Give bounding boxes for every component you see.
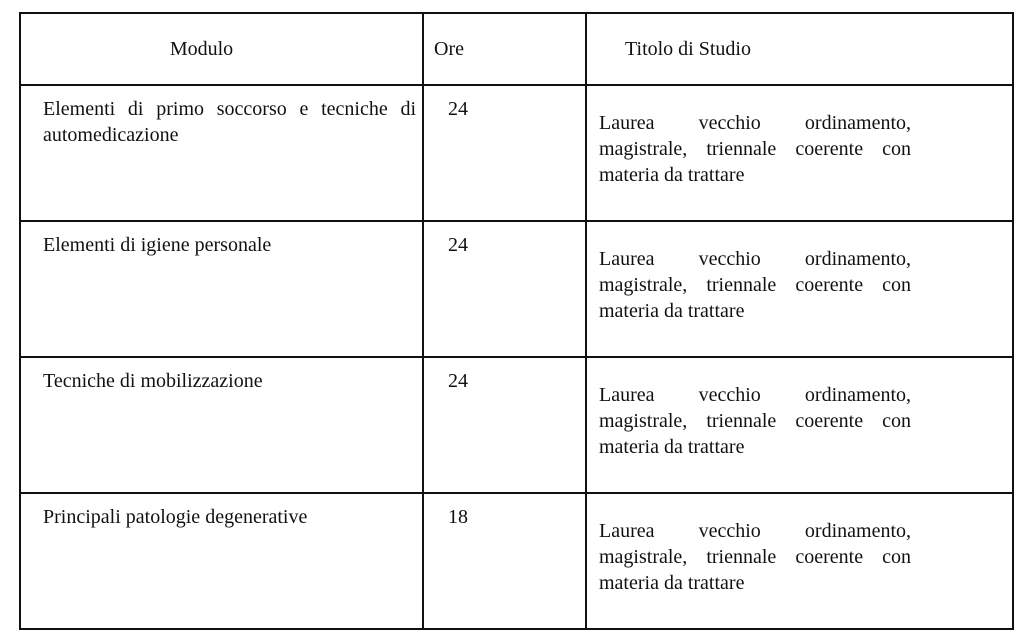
cell-ore: 24	[423, 221, 586, 357]
cell-ore: 18	[423, 493, 586, 629]
cell-titolo	[586, 221, 1013, 357]
titolo-text: Laurea vecchio ordinamento, magistrale, triennale coerente con materia da trattare	[599, 112, 911, 186]
cell-titolo	[586, 357, 1013, 493]
header-titolo: Titolo di Studio	[586, 13, 1013, 85]
table-row	[20, 221, 1013, 357]
titolo-text: Laurea vecchio ordinamento, magistrale, triennale coerente con materia da trattare	[599, 520, 911, 594]
cell-titolo	[586, 493, 1013, 629]
table-header-row	[20, 13, 1013, 85]
header-ore: Ore	[423, 13, 586, 85]
table-row	[20, 85, 1013, 221]
cell-ore: 24	[423, 357, 586, 493]
cell-modulo: Tecniche di mobilizzazione	[20, 357, 423, 493]
cell-modulo: Principali patologie degenerative	[20, 493, 423, 629]
table-row	[20, 493, 1013, 629]
header-modulo: Modulo	[20, 13, 423, 85]
titolo-text: Laurea vecchio ordinamento, magistrale, triennale coerente con materia da trattare	[599, 248, 911, 322]
modules-table	[19, 12, 1014, 630]
titolo-text: Laurea vecchio ordinamento, magistrale, triennale coerente con materia da trattare	[599, 384, 911, 458]
cell-ore: 24	[423, 85, 586, 221]
cell-titolo	[586, 85, 1013, 221]
cell-modulo: Elementi di igiene personale	[20, 221, 423, 357]
cell-modulo: Elementi di primo soccorso e tecniche di automedicazione	[20, 85, 423, 221]
table-row	[20, 357, 1013, 493]
